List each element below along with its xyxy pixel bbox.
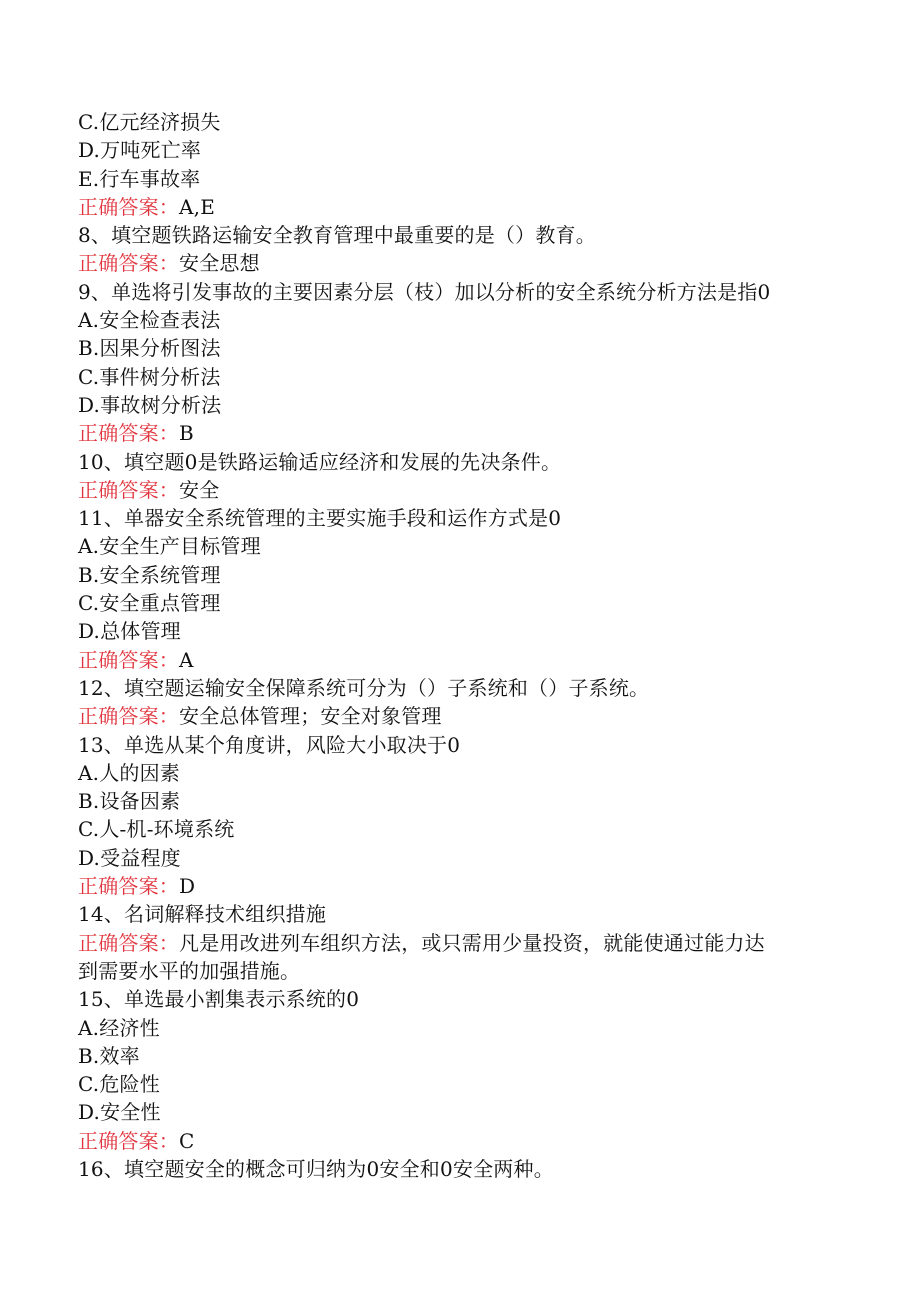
answer-label: 正确答案： [78, 874, 179, 899]
answer-line [78, 1127, 858, 1155]
answer-label: 正确答案： [78, 194, 179, 219]
text-line: C.人-机-环境系统 [78, 817, 235, 842]
answer-line [78, 702, 858, 730]
text-line: A.人的因素 [78, 760, 181, 785]
text-line: 9、单选将引发事故的主要因素分层（枝）加以分析的安全系统分析方法是指0 [78, 279, 771, 304]
text-line: D.事故树分析法 [78, 392, 222, 417]
text-line: 15、单选最小割集表示系统的0 [78, 987, 360, 1012]
text-line: B.设备因素 [78, 789, 181, 814]
text-line: E.行车事故率 [78, 166, 201, 191]
text-line: B.效率 [78, 1043, 140, 1068]
answer-line [78, 646, 858, 674]
text-line: 10、填空题0是铁路运输适应经济和发展的先决条件。 [78, 449, 562, 474]
answer-label: 正确答案： [78, 1128, 179, 1153]
answer-line [78, 476, 858, 504]
text-line: A.经济性 [78, 1015, 160, 1040]
answer-label: 正确答案： [78, 477, 179, 502]
answer-label: 正确答案： [78, 930, 179, 955]
text-line: C.安全重点管理 [78, 591, 221, 616]
answer-text: 安全 [179, 477, 220, 502]
answer-label: 正确答案： [78, 251, 179, 276]
answer-text: 安全思想 [179, 251, 260, 276]
text-line: C.危险性 [78, 1072, 160, 1097]
answer-line [78, 419, 858, 447]
text-line: 16、填空题安全的概念可归纳为0安全和0安全两种。 [78, 1156, 554, 1181]
text-line: B.安全系统管理 [78, 562, 221, 587]
answer-text: A [179, 647, 194, 672]
answer-line [78, 193, 858, 221]
answer-text: A,E [179, 194, 216, 219]
answer-text: B [179, 421, 194, 446]
text-line: A.安全生产目标管理 [78, 534, 261, 559]
text-line: 12、填空题运输安全保障系统可分为（）子系统和（）子系统。 [78, 675, 650, 700]
text-line: 14、名词解释技术组织措施 [78, 902, 327, 927]
text-line: D.安全性 [78, 1100, 161, 1125]
answer-line [78, 929, 858, 957]
text-line: 8、填空题铁路运输安全教育管理中最重要的是（）教育。 [78, 223, 596, 248]
answer-text: 安全总体管理；安全对象管理 [179, 704, 442, 729]
question-list [78, 108, 858, 1183]
answer-label: 正确答案： [78, 704, 179, 729]
text-line: C.亿元经济损失 [78, 110, 221, 134]
answer-line [78, 872, 858, 900]
answer-text: C [179, 1128, 195, 1153]
answer-text: 凡是用改进列车组织方法，或只需用少量投资，就能使通过能力达 [179, 930, 765, 955]
text-line: D.受益程度 [78, 845, 181, 870]
text-line: C.事件树分析法 [78, 364, 221, 389]
text-line: A.安全检查表法 [78, 308, 221, 333]
answer-text: D [179, 874, 196, 899]
text-line: B.因果分析图法 [78, 336, 221, 361]
text-line: 13、单选从某个角度讲，风险大小取决于0 [78, 732, 461, 757]
answer-line [78, 249, 858, 277]
text-line: 到需要水平的加强措施。 [78, 958, 301, 983]
answer-label: 正确答案： [78, 647, 179, 672]
answer-label: 正确答案： [78, 421, 179, 446]
text-line: 11、单器安全系统管理的主要实施手段和运作方式是0 [78, 506, 562, 531]
text-line: D.总体管理 [78, 619, 181, 644]
text-line: D.万吨死亡率 [78, 138, 202, 163]
